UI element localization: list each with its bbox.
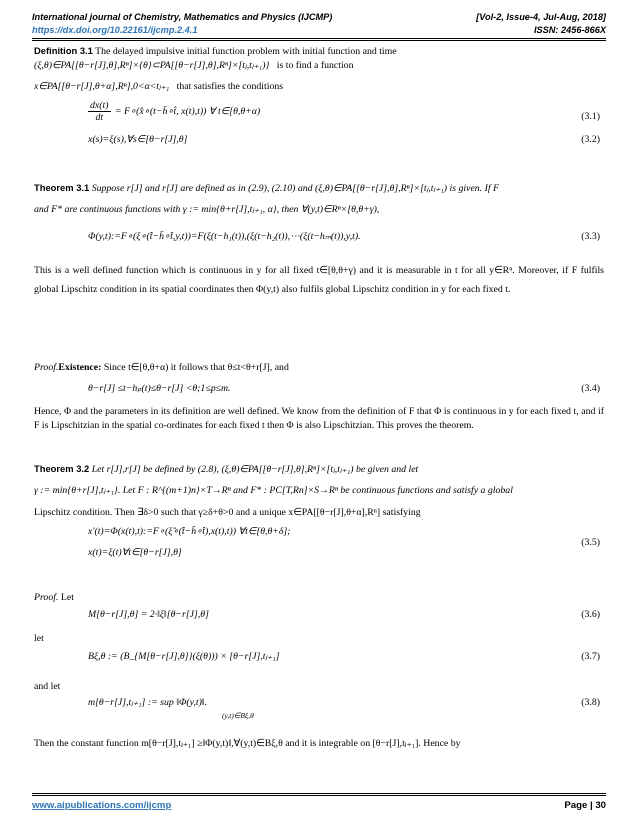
theorem-line-3 [34, 506, 604, 520]
equation-number: (3.7) [581, 651, 600, 662]
definition-3-1 [34, 44, 604, 59]
theorem-title: Theorem 3.1 [34, 182, 90, 193]
definition-text-2: is to find a function [276, 60, 354, 71]
definition-title: Definition 3.1 [34, 45, 93, 56]
footer-rule-2 [32, 795, 606, 796]
sup-subscript: (y,t)∈Bξ,θ [222, 711, 254, 720]
theorem-line-1: Suppose r[J] and r[J] are defined as in (2.9), (2.10) and (ξ,θ)∈PA[[θ−r[J],θ],Rⁿ]×[tⱼ,tⱼ₊₁) is given. If F [91, 183, 500, 194]
header-rule-2 [32, 40, 606, 41]
equation-3-6: M[θ−r[J],θ] = 2·‖ξ‖[θ−r[J],θ] [88, 609, 209, 620]
equation-rhs: = F∘(x̂∘(t−h̄∘t̂, x(t),t)) ∀ t∈[θ,θ+α) [114, 105, 261, 117]
theorem-line-1: Let r[J],r[J] be defined by (2.8), (ξ,θ)∈PA[[θ−r[J],θ],Rⁿ]×[tⱼ,tⱼ₊₁) be given and let [91, 464, 419, 475]
header-rule [32, 38, 606, 39]
equation-number: (3.2) [581, 134, 600, 145]
existence-label: Existence: [58, 362, 102, 373]
equation-3-3: Φ(y,t):=F∘(ξ∘(t̂−h̄∘t̂,y,t))=F(ξ(t−h₁(t)),(ξ(t−h₂(t)),⋯(ξ(t−hₘ(t)),y,t). [88, 231, 361, 242]
equation-number: (3.3) [581, 231, 600, 242]
theorem-line-2-text: and F* are continuous functions with γ := min{θ+r[J],tⱼ₊₁, α}, then ∀(y,t)∈Rⁿ×[θ,θ+γ), [34, 204, 380, 215]
equation-3-2: x(s)=ξ(s),∀s∈[θ−r[J],θ] [88, 134, 188, 145]
definition-line-2 [34, 59, 604, 73]
theorem-3-1 [34, 181, 604, 196]
definition-text: The delayed impulsive initial function problem with initial function and time [95, 46, 397, 57]
theorem-line-2-text: γ := min{θ+r[J],tⱼ₊₁}. Let F : R^{(m+1)n}×T→Rⁿ and F* : PC[T,Rn]×S→Rⁿ be continuous functions and satisfy a global [34, 485, 513, 496]
fraction-numerator: dx(t) [90, 100, 109, 111]
equation-number: (3.5) [581, 537, 600, 548]
proof-label: Proof. [34, 592, 59, 603]
theorem-line-2 [34, 484, 604, 498]
proof-existence [34, 361, 604, 375]
volume-info: [Vol-2, Issue-4, Jul-Aug, 2018] [476, 12, 606, 22]
publisher-link[interactable]: www.aipublications.com/ijcmp [32, 800, 172, 811]
equation-3-4: θ−r[J] ≤t−hₚ(t)≤θ−r[J] <θ;1≤p≤m. [88, 383, 231, 394]
journal-title: International journal of Chemistry, Mathematics and Physics (IJCMP) [32, 12, 333, 22]
journal-header [32, 12, 606, 22]
equation-3-7: Bξ,θ := (B_{M[θ−r[J],θ]}(ξ(θ))) × [θ−r[J],tⱼ₊₁] [88, 651, 280, 662]
definition-formula-1: (ξ,θ)∈PA[[θ−r[J],θ],Rⁿ]×{θ}⊂PA[[θ−r[J],θ],Rⁿ]×[tⱼ,tⱼ₊₁)} [34, 60, 270, 71]
equation-number: (3.8) [581, 697, 600, 708]
theorem-paragraph: This is a well defined function which is continuous in y for all fixed t∈[θ,θ+γ) and it is measurable in t for all y∈Rⁿ. Moreover, if F fulfils global Lipschitz condition in its spatial coordinates then Φ(y,t) also fulfils global Lipschitz condition in y for each fixed t. [34, 265, 604, 295]
issn: ISSN: 2456-866X [533, 25, 606, 35]
proof-label: Proof. [34, 362, 59, 373]
definition-text-3: that satisfies the conditions [176, 81, 284, 92]
and-let-text: and let [34, 681, 61, 692]
proof-text: Since t∈[θ,θ+α) it follows that θ≤t<θ+r[J], and [103, 362, 289, 373]
equation-3-1 [88, 100, 260, 123]
proof-2 [34, 591, 604, 605]
let-text: Let [60, 592, 74, 603]
equation-number: (3.6) [581, 609, 600, 620]
equation-3-5b: x(t)=ξ(t)∀t∈[θ−r[J],θ] [88, 547, 182, 558]
doi-link[interactable]: https://dx.doi.org/10.22161/ijcmp.2.4.1 [32, 25, 198, 35]
theorem-line-3-text: Lipschitz condition. Then ∃δ>0 such that γ≥δ+θ>0 and a unique x∈PA[[θ−r[J],θ+α],Rⁿ] satisfying [34, 507, 421, 518]
derivative-fraction [88, 100, 111, 123]
theorem-line-2 [34, 203, 604, 217]
theorem-3-2 [34, 462, 604, 477]
definition-line-3 [34, 80, 604, 94]
page-number: Page | 30 [564, 800, 606, 811]
equation-3-5a: x'(t)=Φ(x(t),t):=F∘(ξ̂∘(t̂−h̄∘t̂),x(t),t)) ∀t∈[θ,θ+δ]; [88, 526, 291, 537]
equation-3-8: m[θ−r[J],tⱼ₊₁] := sup ‖Φ(y,t)‖. [88, 697, 208, 708]
proof-paragraph: Hence, Φ and the parameters in its definition are well defined. We know from the definition of F that Φ is continuous in y for each fixed t, and if F is Lipschitzian in the spatial co-ordinates for each fixed t then Φ is also Lipschitzian. This proves the theorem. [34, 406, 604, 431]
doi-row [32, 25, 606, 35]
theorem-title: Theorem 3.2 [34, 463, 90, 474]
equation-number: (3.1) [581, 111, 600, 122]
equation-number: (3.4) [581, 383, 600, 394]
fraction-denominator: dt [95, 112, 104, 123]
proof-final-paragraph: Then the constant function m[θ−r[J],tⱼ₊₁] ≥‖Φ(y,t)‖,∀(y,t)∈Bξ,θ and it is integrable on [θ−r[J],tⱼ₊₁]. Hence by [34, 738, 461, 749]
definition-formula-2: x∈PA[[θ−r[J],θ+α],Rⁿ],0<α<tⱼ₊₁ [34, 81, 170, 92]
let-text-2: let [34, 633, 44, 644]
page-footer [32, 800, 606, 811]
footer-rule [32, 793, 606, 794]
